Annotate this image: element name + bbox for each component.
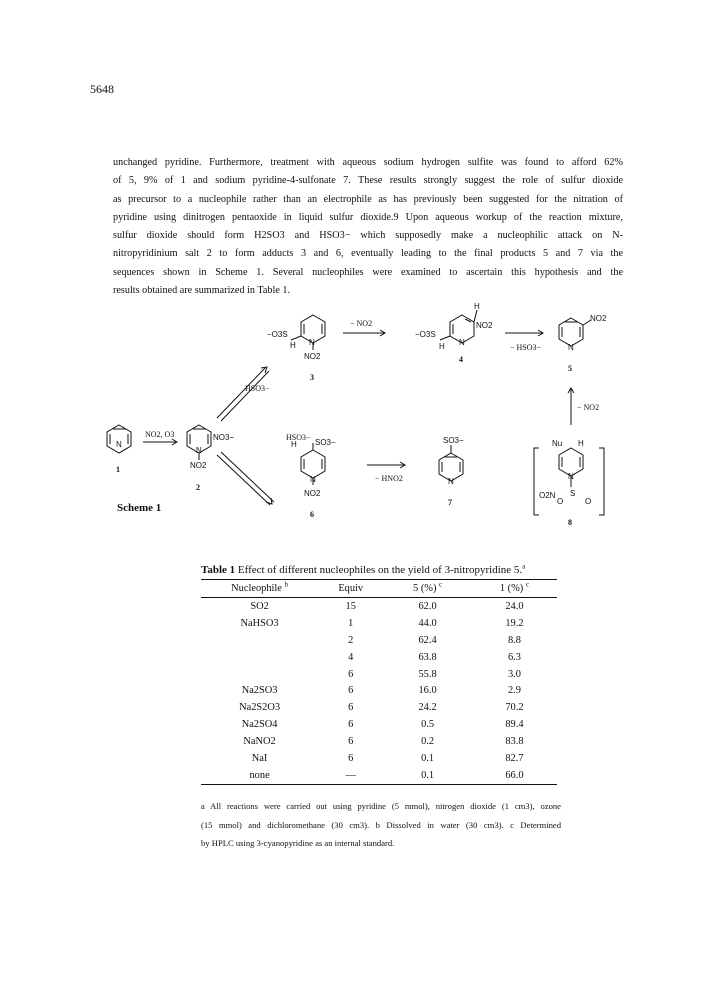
- sulfonate-6: SO3−: [315, 438, 336, 447]
- atom-n-6: N: [310, 475, 316, 484]
- nitro-6: NO2: [304, 489, 321, 498]
- compound-label-5: 5: [568, 364, 572, 373]
- table-row: Na2SO4 6 0.5 89.4: [241, 719, 524, 731]
- results-table: [201, 579, 557, 785]
- compound-label-3: 3: [310, 373, 314, 382]
- table-caption-label: Table 1: [201, 564, 236, 576]
- hydrogen-3: H: [290, 341, 296, 350]
- nitro-3: NO2: [304, 352, 321, 361]
- compound-label-4: 4: [459, 355, 463, 364]
- table-row: none — 0.1 66.0: [249, 769, 524, 781]
- reaction-scheme: [85, 300, 645, 525]
- counterion-2: NO3−: [213, 433, 235, 442]
- atom-n-8: N: [568, 472, 574, 481]
- bracket-left: [534, 448, 539, 515]
- hydrogen-6: H: [291, 440, 297, 449]
- table-row: SO2 15 62.0 24.0: [250, 600, 524, 612]
- body-paragraph: [113, 154, 623, 300]
- footnote-line: (15 mmol) and dichloromethane (30 cm3). b Dissolved in water (30 cm3). c Determined: [201, 819, 561, 830]
- paragraph-line: of 5, 9% of 1 and sodium pyridine-4-sulfonate 7. These results strongly suggest the role of sulfur dioxide: [113, 175, 623, 187]
- scheme-label: Scheme 1: [117, 502, 162, 514]
- scheme-drawing: [85, 300, 645, 525]
- table-row: Na2S2O3 6 24.2 70.2: [239, 702, 524, 714]
- atom-n-2: N: [196, 446, 202, 455]
- atom-n-1: N: [116, 440, 122, 449]
- table-caption-text: Effect of different nucleophiles on the yield of 3-nitropyridine 5.: [235, 564, 523, 576]
- atom-n-7: N: [448, 477, 454, 486]
- footnote-line: by HPLC using 3-cyanopyridine as an internal standard.: [201, 838, 395, 848]
- header-nucleophile: Nucleophile $^b$: [201, 580, 318, 598]
- compound-label-2: 2: [196, 483, 200, 492]
- table-row: 6 55.8 3.0: [348, 668, 521, 680]
- sulfonate-3: −O3S: [267, 330, 288, 339]
- paragraph-line: sulfur dioxide should form H2SO3 and HSO3− which supposedly make a nucleophilic attack on N-: [113, 230, 623, 242]
- compound-label-7: 7: [448, 498, 452, 507]
- nitro-4: NO2: [476, 321, 493, 330]
- header-equiv: Equiv: [318, 580, 383, 598]
- arrow-to-3: [217, 368, 265, 418]
- arrow-to-6: [217, 455, 270, 505]
- nitro-5: NO2: [590, 314, 607, 323]
- compound-label-8: 8: [568, 518, 572, 525]
- table-caption-note: a: [522, 562, 526, 571]
- hydrogen-8: H: [578, 439, 584, 448]
- atom-n-3: N: [309, 338, 315, 347]
- oxygen-8b: O: [585, 497, 592, 506]
- compound-label-1: 1: [116, 465, 120, 474]
- hydrogen-4: H: [439, 342, 445, 351]
- paragraph-line: as precursor to a nucleophile rather than an electrophile as has previously been suggested for the nitration of: [113, 193, 623, 205]
- table-footnotes: [201, 797, 561, 853]
- compound-label-6: 6: [310, 510, 314, 519]
- reagent-bisulfite-upper: HSO3−: [245, 384, 270, 393]
- atom-n-5: N: [568, 343, 574, 352]
- page-number: 5648: [90, 82, 114, 96]
- table-row: 2 62.4 8.8: [348, 634, 521, 646]
- table-row: 4 63.8 6.3: [348, 651, 521, 663]
- reagent-loss-hno2: − HNO2: [375, 474, 403, 483]
- paragraph-line: sequences shown in Scheme 1. Several nucleophiles were examined to ascertain this hypothesis and the: [113, 266, 623, 278]
- nitro-2: NO2: [190, 461, 207, 470]
- ring-compound-6: [301, 450, 325, 478]
- table-header-row: [201, 580, 557, 598]
- reagent-loss-no2-right: − NO2: [577, 403, 600, 412]
- paragraph-line: results obtained are summarized in Table 1.: [113, 285, 291, 297]
- nucleophile-8: Nu: [552, 439, 563, 448]
- atom-n-4: N: [459, 338, 465, 347]
- sulfonate-7: SO3−: [443, 436, 464, 445]
- paragraph-line: pyridine using dinitrogen pentaoxide in liquid sulfur dioxide.9 Upon aqueous workup of the reaction mixture,: [113, 211, 623, 223]
- nitro-8: O2N: [539, 491, 556, 500]
- reagent-nitration: NO2, O3: [145, 430, 175, 439]
- header-yield-5: 5 (%) $^c$: [383, 580, 472, 598]
- paragraph-line: unchanged pyridine. Furthermore, treatment with aqueous sodium hydrogen sulfite was found to afford 62%: [113, 157, 623, 168]
- table-row: NaNO2 6 0.2 83.8: [243, 736, 524, 748]
- reagent-bisulfite-lower: HSO3−: [286, 433, 311, 442]
- paragraph-line: nitropyridinium salt 2 to form adducts 3 and 6, eventually leading to the final products 5 and 7 via the: [113, 248, 623, 260]
- table-row: NaI 6 0.1 82.7: [251, 752, 524, 764]
- sulfur-8: S: [570, 489, 576, 498]
- bracket-right: [599, 448, 604, 515]
- table-row: Na2SO3 6 16.0 2.9: [241, 685, 521, 697]
- footnote-line: a All reactions were carried out using pyridine (5 mmol), nitrogen dioxide (1 cm3), ozone: [201, 801, 561, 811]
- reagent-loss-no2-top: − NO2: [350, 319, 373, 328]
- table-row: NaHSO3 1 44.0 19.2: [240, 617, 524, 629]
- sulfonate-4: −O3S: [415, 330, 436, 339]
- hydrogen-4-top: H: [474, 302, 480, 311]
- reagent-loss-hso3: − HSO3−: [510, 343, 542, 352]
- table-caption: [201, 564, 571, 576]
- header-yield-1: 1 (%) $^c$: [472, 580, 557, 598]
- oxygen-8a: O: [557, 497, 564, 506]
